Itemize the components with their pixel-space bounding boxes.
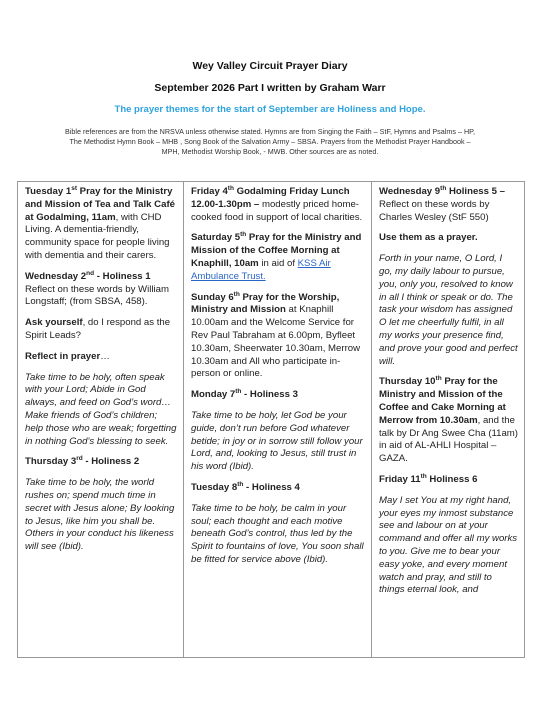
entry-wednesday-9: Wednesday 9th Holiness 5 – Reflect on these words by Charles Wesley (StF 550)	[379, 184, 505, 223]
entry-sunday-6: Sunday 6th Pray for the Worship, Ministry and Mission at Knaphill 10.00am and the Welcome Service for Rev Paul Tabraham at 6.00pm, Byfleet 10.30am, Sheerwater 10.30am, Merrow 10.30am and All who participate in-person or online.	[191, 290, 361, 380]
entry-friday-4: Friday 4th Godalming Friday Lunch 12.00-1.30pm – modestly priced home-cooked food in support of local charities.	[191, 184, 363, 223]
entry-monday-7: Monday 7th - Holiness 3	[191, 387, 298, 401]
air-ambulance-link[interactable]: KSS Air Ambulance Trust.	[191, 257, 331, 282]
document-title: Wey Valley Circuit Prayer Diary	[192, 60, 348, 72]
diary-table	[17, 181, 525, 658]
use-as-prayer: Use them as a prayer.	[379, 232, 478, 244]
entry-thursday-3: Thursday 3rd - Holiness 2	[25, 455, 140, 468]
prayer-themes: The prayer themes for the start of September are Holiness and Hope.	[114, 104, 426, 115]
entry-tuesday-1: Tuesday 1st Pray for the Ministry and Mission of Tea and Talk Café at Godalming, 11am, with CHD Living. A dementia-friendly, community space for people living with dementia and their carers.	[25, 184, 175, 261]
diary-column-3	[372, 182, 524, 657]
entry-saturday-5: Saturday 5th Pray for the Ministry and Mission of the Coffee Morning at Knaphill, 10am in aid of KSS Air Ambulance Trust.	[191, 231, 362, 282]
holiness-3-text: Take time to be holy, let God be your guide, don’t run before God whatever betide; in joy or in sorrow still follow your Lord, and, looking to Jesus, still trust in his word (Ibid).	[191, 409, 363, 473]
holiness-4-text: Take time to be holy, be calm in your soul; each thought and each motive beneath God’s control, thus led by the Spirit to fountains of love, You soon shall be fitted for service above (Ibid).	[191, 502, 364, 565]
entry-tuesday-8: Tuesday 8th - Holiness 4	[191, 480, 300, 493]
sources-note: Bible references are from the NRSVA unless otherwise stated. Hymns are from Singing the Faith – StF, Hymns and Psalms – HP, The Methodist Hymn Book – MHB , Song Book of the Salvation Army – SBSA. Prayers from the Methodist Prayer Handbook – MPH, Methodist Worship Book, - MWB. Other sources are as noted.	[65, 127, 475, 156]
ask-yourself: Ask yourself, do I respond as the Spirit Leads?	[25, 317, 171, 341]
entry-wednesday-2: Wednesday 2nd - Holiness 1 Reflect on these words by William Longstaff; (from SBSA, 458).	[25, 269, 169, 308]
holiness-2-text: Take time to be holy, the world rushes on; spend much time in secret with Jesus alone; By looking to Jesus, like him you shall be. Others in your conduct his likeness will see (Ibid).	[25, 477, 175, 553]
diary-column-1	[18, 182, 184, 657]
reflect-in-prayer: Reflect in prayer…	[25, 350, 110, 362]
entry-thursday-10: Thursday 10th Pray for the Ministry and Mission of the Coffee and Cake Morning at Merrow from 10.30am, and the talk by Dr Ang Swee Cha (11am) in aid of AL-AHLI Hospital – GAZA.	[379, 375, 518, 465]
reflection-text: Take time to be holy, often speak with your Lord; Abide in God always, and feed on God’s word… Make friends of God’s children; help those who are weak; forgetting in nothing God’s blessing to seek.	[25, 371, 177, 447]
wesley-prayer-text: Forth in your name, O Lord, I go, my daily labour to pursue, you, only you, resolved to know in all I think or speak or do. The task your wisdom has assigned O let me cheerfully fulfil, in all my works your presence find, and prove your good and perfect will.	[379, 253, 518, 367]
document-subtitle: September 2026 Part I written by Graham Warr	[154, 82, 386, 94]
entry-friday-11: Friday 11th Holiness 6	[379, 472, 478, 485]
holiness-6-text: May I set You at my right hand, your eyes my inmost substance see and labour on at your command and offer all my works to you. Give me to bear your easy yoke, and every moment watch and pray, and still to things eternal look, and	[379, 494, 518, 596]
diary-column-2	[184, 182, 372, 657]
